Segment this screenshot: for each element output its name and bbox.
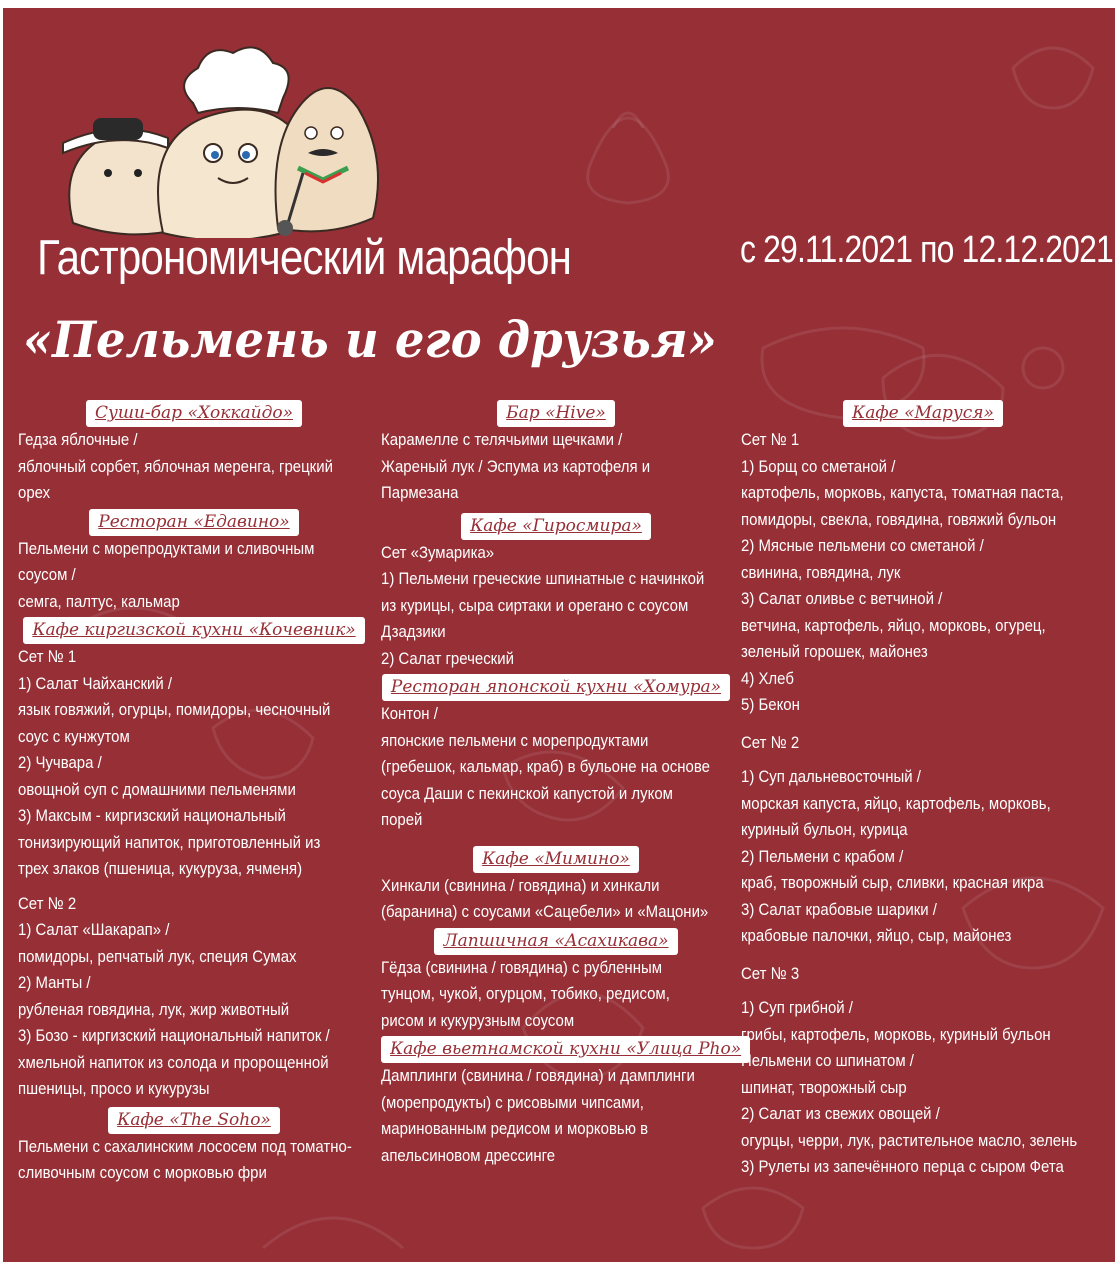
restaurant-banner-ulitsa-pho: Кафе вьетнамской кухни «Улица Pho» — [381, 1036, 750, 1063]
menu-line: семга, палтус, кальмар — [18, 591, 180, 611]
menu-line: орех — [18, 483, 51, 502]
menu-line: 3) Салат оливье с ветчиной / — [741, 589, 943, 608]
menu-line: 3) Рулеты из запечённого перца с сыром Фета — [741, 1157, 1064, 1176]
menu-line: соусом / — [18, 565, 76, 584]
menu-line: ветчина, картофель, яйцо, морковь, огурец, — [741, 615, 1046, 635]
menu-line: Дамплинги (свинина / говядина) и дамплинги — [381, 1066, 695, 1085]
set-label: Сет № 1 — [741, 430, 800, 449]
menu-line: 1) Пельмени греческие шпинатные с начинкой — [381, 569, 705, 588]
menu-line: 3) Максым - киргизский национальный — [18, 806, 286, 825]
menu-line: (баранина) с соусами «Сацебели» и «Мацони» — [381, 902, 709, 921]
menu-line: 2) Пельмени с крабом / — [741, 846, 904, 866]
menu-line: краб, творожный сыр, сливки, красная икра — [741, 873, 1044, 892]
title-line-2: «Пельмень и его друзья» — [23, 310, 717, 369]
menu-line: 1) Салат Чайханский / — [18, 673, 173, 693]
menu-line: язык говяжий, огурцы, помидоры, чесночный — [18, 700, 331, 719]
menu-line: 2) Салат из свежих овощей / — [741, 1104, 940, 1123]
menu-line: 5) Бекон — [741, 695, 800, 714]
menu-line: грибы, картофель, морковь, куриный бульон — [741, 1024, 1051, 1044]
restaurant-banner-asahikava: Лапшичная «Асахикава» — [434, 928, 677, 955]
menu-line: 1) Суп грибной / — [741, 998, 853, 1017]
menu-line: 2) Мясные пельмени со сметаной / — [741, 536, 984, 555]
menu-line: помидоры, репчатый лук, специя Сумах — [18, 946, 297, 966]
menu-line: рисом и кукурузным соусом — [381, 1010, 575, 1030]
menu-line: японские пельмени с морепродуктами — [381, 730, 649, 750]
menu-line: 2) Салат греческий — [381, 648, 514, 668]
menu-line: тонизирующий напиток, приготовленный из — [18, 832, 321, 852]
dumpling-chef-mascots-illustration — [53, 43, 398, 238]
menu-line: пшеницы, просо и кукурузы — [18, 1079, 210, 1098]
restaurant-banner-soho: Кафе «The Soho» — [108, 1107, 280, 1134]
menu-line: соуса Даши с пекинской капустой и луком — [381, 783, 673, 803]
menu-line: Карамелле с телячьими щечками / — [381, 430, 623, 449]
menu-line: овощной суп с домашними пельменями — [18, 779, 296, 799]
chef-hat — [184, 47, 289, 113]
menu-line: трех злаков (пшеница, кукуруза, ячменя) — [18, 859, 303, 878]
restaurant-banner-hokkaido: Суши-бар «Хоккайдо» — [86, 400, 302, 427]
menu-line: маринованным редисом и морковью в — [381, 1119, 649, 1138]
menu-line: куриный бульон, курица — [741, 820, 908, 839]
menu-line: (гребешок, кальмар, краб) в бульоне на основе — [381, 757, 710, 776]
menu-line: апельсиновом дрессинге — [381, 1145, 556, 1165]
menu-line: Дзадзики — [381, 622, 446, 641]
restaurant-banner-hive: Бар «Hive» — [497, 400, 615, 427]
menu-line: шпинат, творожный сыр — [741, 1077, 907, 1097]
menu-line: Контон / — [381, 704, 438, 723]
menu-line: из курицы, сыра сиртаки и орегано с соусом — [381, 595, 689, 615]
menu-line: 1) Салат «Шакарап» / — [18, 920, 170, 939]
column-2 — [381, 400, 742, 1169]
restaurant-banner-girosmira: Кафе «Гиросмира» — [461, 513, 651, 540]
menu-line: Жареный лук / Эспума из картофеля и — [381, 456, 651, 476]
menu-line: Сет «Зумарика» — [381, 542, 495, 562]
menu-line: 2) Чучвара / — [18, 753, 102, 772]
menu-line: 1) Борщ со сметаной / — [741, 456, 896, 476]
restaurant-banner-mimino: Кафе «Мимино» — [473, 846, 639, 873]
menu-line: огурцы, черри, лук, растительное масло, зелень — [741, 1130, 1078, 1150]
menu-line: Пельмени с морепродуктами и сливочным — [18, 538, 315, 558]
menu-line: 1) Суп дальневосточный / — [741, 767, 921, 786]
menu-line: свинина, говядина, лук — [741, 562, 901, 582]
menu-line: Хинкали (свинина / говядина) и хинкали — [381, 875, 660, 895]
column-3 — [741, 400, 1105, 1181]
menu-line: сливочным соусом с морковью фри — [18, 1163, 267, 1182]
menu-line: 3) Бозо - киргизский национальный напиток / — [18, 1026, 330, 1045]
poster — [3, 8, 1115, 1262]
menu-line: зеленый горошек, майонез — [741, 642, 928, 661]
menu-line: Гёдза (свинина / говядина) с рубленным — [381, 957, 663, 977]
restaurant-banner-homura: Ресторан японской кухни «Хомура» — [382, 674, 730, 701]
menu-line: соус с кунжутом — [18, 726, 130, 746]
restaurant-banner-kochevnik: Кафе киргизской кухни «Кочевник» — [23, 617, 364, 644]
set-label: Сет № 2 — [741, 732, 800, 752]
menu-line: яблочный сорбет, яблочная меренга, грецкий — [18, 456, 333, 476]
menu-line: Гедза яблочные / — [18, 430, 138, 449]
menu-line: порей — [381, 810, 423, 829]
menu-line: рубленая говядина, лук, жир животный — [18, 999, 290, 1019]
menu-line: помидоры, свекла, говядина, говяжий бульон — [741, 509, 1057, 529]
menu-line: картофель, морковь, капуста, томатная паста, — [741, 483, 1064, 502]
menu-line: Пельмени со шпинатом / — [741, 1051, 914, 1070]
menu-line: 4) Хлеб — [741, 668, 794, 688]
restaurant-banner-marusya: Кафе «Маруся» — [843, 400, 1003, 427]
menu-line: (морепродукты) с рисовыми чипсами, — [381, 1092, 644, 1112]
menu-line: Пельмени с сахалинским лососем под томатно- — [18, 1136, 352, 1156]
title-line-1: Гастрономический марафон — [37, 231, 572, 285]
menu-line: 3) Салат крабовые шарики / — [741, 899, 937, 919]
marathon-dates: с 29.11.2021 по 12.12.2021 — [740, 229, 1113, 271]
set-label: Сет № 1 — [18, 647, 77, 666]
menu-line: 2) Манты / — [18, 973, 91, 992]
set-label: Сет № 3 — [741, 963, 800, 983]
menu-line: крабовые палочки, яйцо, сыр, майонез — [741, 926, 1012, 945]
set-label: Сет № 2 — [18, 893, 77, 913]
menu-line: тунцом, чукой, огурцом, тобико, редисом, — [381, 984, 670, 1003]
menu-line: морская капуста, яйцо, картофель, морковь, — [741, 793, 1051, 813]
column-1 — [18, 400, 370, 1187]
menu-line: Пармезана — [381, 483, 459, 502]
menu-line: хмельной напиток из солода и пророщенной — [18, 1052, 329, 1072]
restaurant-banner-edavino: Ресторан «Едавино» — [89, 509, 298, 536]
